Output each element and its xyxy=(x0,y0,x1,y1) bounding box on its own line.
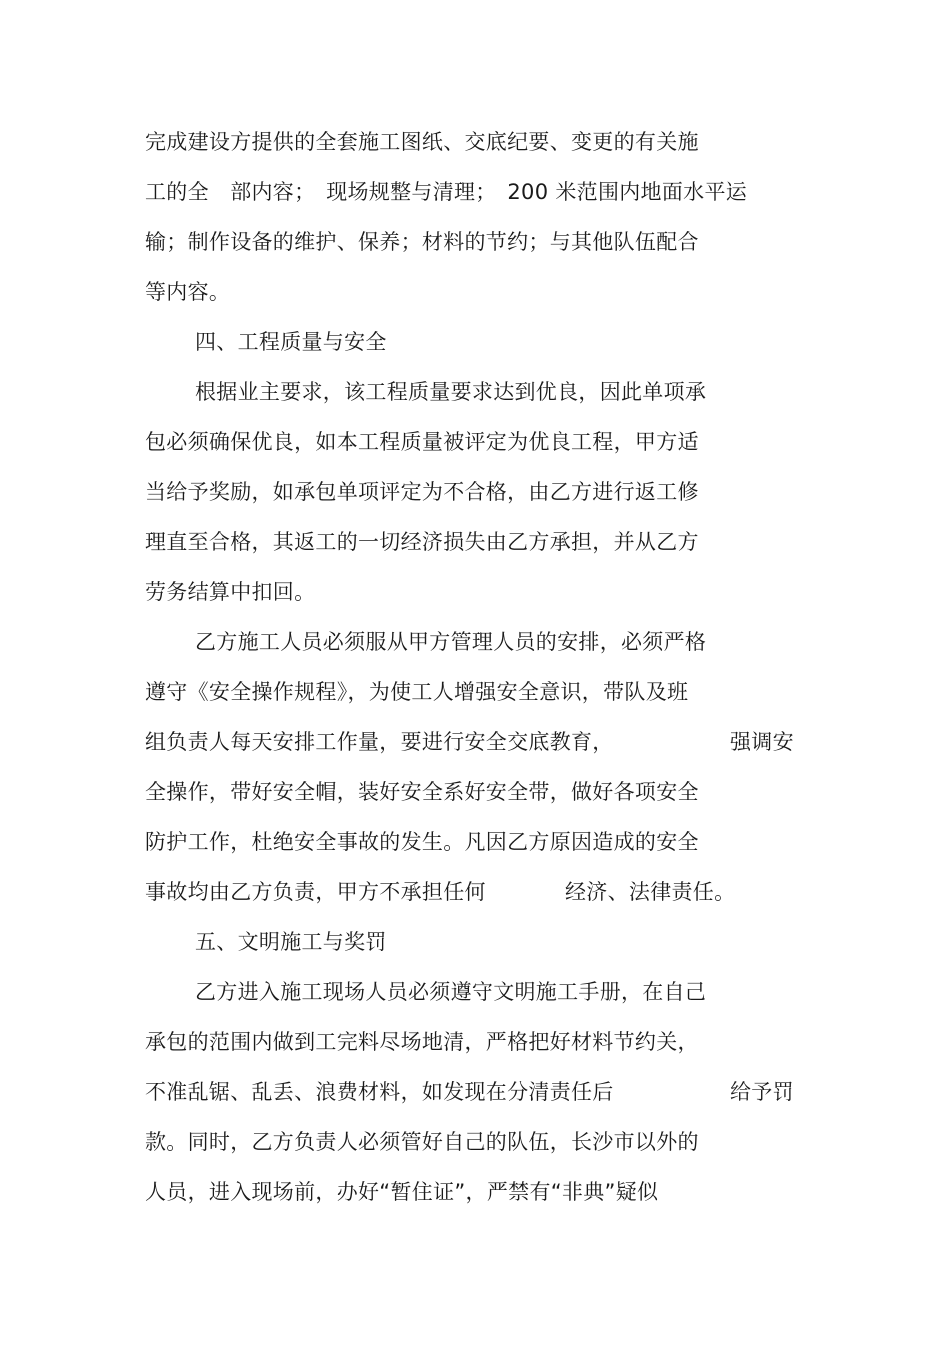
paragraph-line: 完成建设方提供的全套施工图纸、交底纪要、变更的有关施 xyxy=(145,130,699,154)
paragraph-line: 根据业主要求，该工程质量要求达到优良，因此单项承 xyxy=(195,380,707,404)
paragraph-line: 防护工作，杜绝安全事故的发生。凡因乙方原因造成的安全 xyxy=(145,830,699,854)
paragraph-line: 劳务结算中扣回。 xyxy=(145,580,316,604)
paragraph-line: 承包的范围内做到工完料尽场地清，严格把好材料节约关， xyxy=(145,1030,699,1054)
section-heading-civilized-construction: 五、文明施工与奖罚 xyxy=(195,930,387,954)
paragraph-line: 输；制作设备的维护、保养；材料的节约；与其他队伍配合 xyxy=(145,230,699,254)
paragraph-fragment: 经济、法律责任。 xyxy=(565,880,736,904)
paragraph-line: 工的全 部内容； 现场规整与清理； 200 米范围内地面水平运 xyxy=(145,180,748,204)
paragraph-line: 乙方进入施工现场人员必须遵守文明施工手册，在自己 xyxy=(195,980,707,1004)
paragraph-line: 款。同时，乙方负责人必须管好自己的队伍，长沙市以外的 xyxy=(145,1130,699,1154)
paragraph-line: 乙方施工人员必须服从甲方管理人员的安排，必须严格 xyxy=(195,630,707,654)
paragraph-fragment: 强调安 xyxy=(730,730,794,754)
paragraph-line: 全操作，带好安全帽，装好安全系好安全带，做好各项安全 xyxy=(145,780,699,804)
paragraph-line: 组负责人每天安排工作量，要进行安全交底教育， xyxy=(145,730,614,754)
paragraph-line: 当给予奖励，如承包单项评定为不合格，由乙方进行返工修 xyxy=(145,480,699,504)
paragraph-line: 事故均由乙方负责，甲方不承担任何 xyxy=(145,880,486,904)
paragraph-line: 理直至合格，其返工的一切经济损失由乙方承担，并从乙方 xyxy=(145,530,699,554)
paragraph-fragment: 给予罚 xyxy=(730,1080,794,1104)
paragraph-line: 包必须确保优良，如本工程质量被评定为优良工程，甲方适 xyxy=(145,430,699,454)
paragraph-line: 遵守《安全操作规程》，为使工人增强安全意识，带队及班 xyxy=(145,680,689,704)
paragraph-line: 人员，进入现场前，办好“暂住证”，严禁有“非典”疑似 xyxy=(145,1180,659,1204)
paragraph-line: 不准乱锯、乱丢、浪费材料，如发现在分清责任后 xyxy=(145,1080,614,1104)
section-heading-quality-safety: 四、工程质量与安全 xyxy=(195,330,387,354)
paragraph-line: 等内容。 xyxy=(145,280,231,304)
